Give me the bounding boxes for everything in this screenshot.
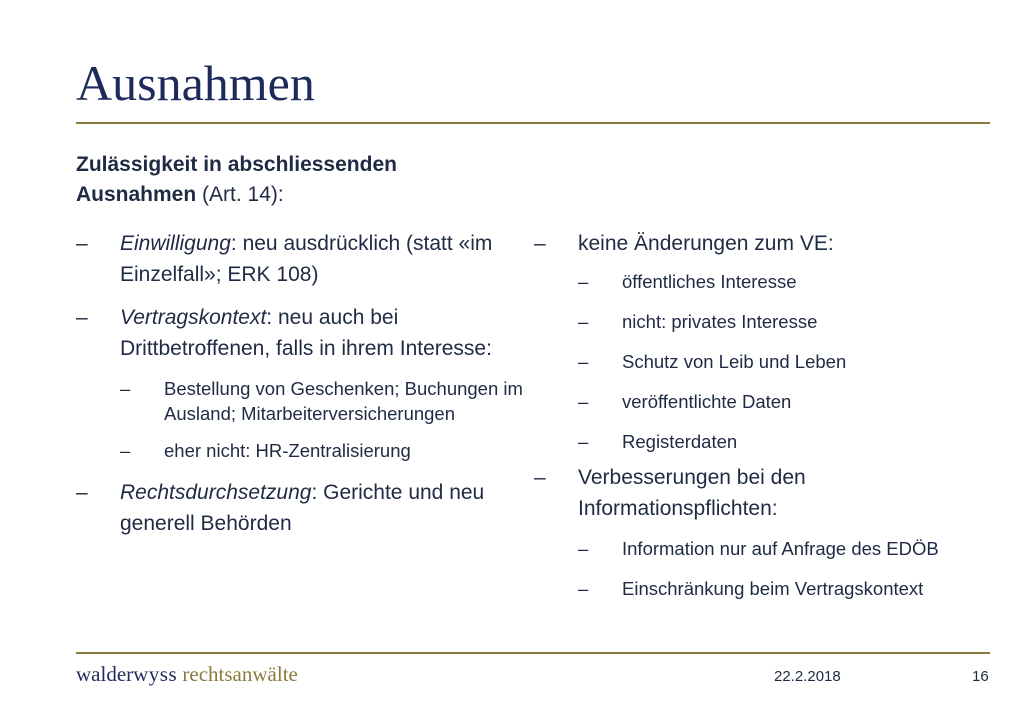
sub-bullet xyxy=(578,349,994,374)
footer-date: 22.2.2018 xyxy=(774,668,841,685)
dash: – xyxy=(534,232,546,255)
bullet-keine-aenderungen xyxy=(534,228,994,259)
sub-bullet xyxy=(578,576,994,601)
footer-rule xyxy=(76,652,990,654)
title-rule xyxy=(76,122,990,124)
dash: – xyxy=(578,538,589,559)
intro-text xyxy=(76,150,496,210)
bullet-vertragskontext xyxy=(76,302,526,364)
company-logo xyxy=(76,662,298,687)
sub-bullet-text: nicht: privates Interesse xyxy=(622,311,818,332)
sub-bullet-bestellung xyxy=(120,376,526,426)
sub-bullet-text: Einschränkung beim Vertragskontext xyxy=(622,578,924,599)
sub-bullet-text: Information nur auf Anfrage des EDÖB xyxy=(622,538,939,559)
bullet-italic: Einwilligung xyxy=(120,232,231,255)
bullet-italic: Vertragskontext xyxy=(120,306,267,329)
sub-bullet-text: Registerdaten xyxy=(622,431,738,452)
dash: – xyxy=(578,431,589,452)
slide-title: Ausnahmen xyxy=(76,55,315,111)
bullet-text: : Gerichte und neu generell Behörden xyxy=(120,481,485,535)
dash: – xyxy=(578,578,589,599)
dash: – xyxy=(578,271,589,292)
right-column xyxy=(534,228,994,601)
sub-bullet xyxy=(578,429,994,454)
intro-rest: (Art. 14): xyxy=(196,183,284,206)
dash: – xyxy=(76,481,88,504)
bullet-italic: Rechtsdurchsetzung xyxy=(120,481,312,504)
bullet-rechtsdurchsetzung xyxy=(76,477,526,539)
dash: – xyxy=(76,232,88,255)
sub-bullet-hr xyxy=(120,438,526,463)
sub-bullet xyxy=(578,536,994,561)
intro-bold: Zulässigkeit in abschliessenden Ausnahmen xyxy=(76,153,397,206)
dash: – xyxy=(76,306,88,329)
sub-bullet xyxy=(578,269,994,294)
logo-walder: walder xyxy=(76,662,134,686)
bullet-verbesserungen xyxy=(534,462,994,524)
bullet-text: : neu ausdrücklich (statt «im Einzelfall»; ERK 108) xyxy=(120,232,493,286)
sub-bullet-text: eher nicht: HR-Zentralisierung xyxy=(164,440,411,461)
sub-bullet xyxy=(578,389,994,414)
logo-wyss: wyss xyxy=(133,662,178,686)
sub-bullet-text: veröffentlichte Daten xyxy=(622,391,792,412)
bullet-text: keine Änderungen zum VE: xyxy=(578,232,834,255)
dash: – xyxy=(578,351,589,372)
sub-list xyxy=(120,376,526,463)
sub-bullet-text: Bestellung von Geschenken; Buchungen im Ausland; Mitarbeiterversicherungen xyxy=(164,378,523,424)
dash: – xyxy=(578,391,589,412)
sub-list xyxy=(578,536,994,601)
page-number: 16 xyxy=(972,668,989,685)
bullet-text: : neu auch bei Drittbetroffenen, falls in ihrem Interesse: xyxy=(120,306,492,360)
left-column xyxy=(76,228,526,539)
dash: – xyxy=(120,378,131,399)
dash: – xyxy=(534,466,546,489)
dash: – xyxy=(120,440,131,461)
bullet-einwilligung xyxy=(76,228,526,290)
logo-rechtsanwaelte: rechtsanwälte xyxy=(177,662,298,686)
bullet-text: Verbesserungen bei den Informationspflichten: xyxy=(578,466,806,520)
sub-bullet-text: Schutz von Leib und Leben xyxy=(622,351,847,372)
dash: – xyxy=(578,311,589,332)
sub-bullet xyxy=(578,309,994,334)
sub-bullet-text: öffentliches Interesse xyxy=(622,271,797,292)
sub-list xyxy=(578,269,994,454)
